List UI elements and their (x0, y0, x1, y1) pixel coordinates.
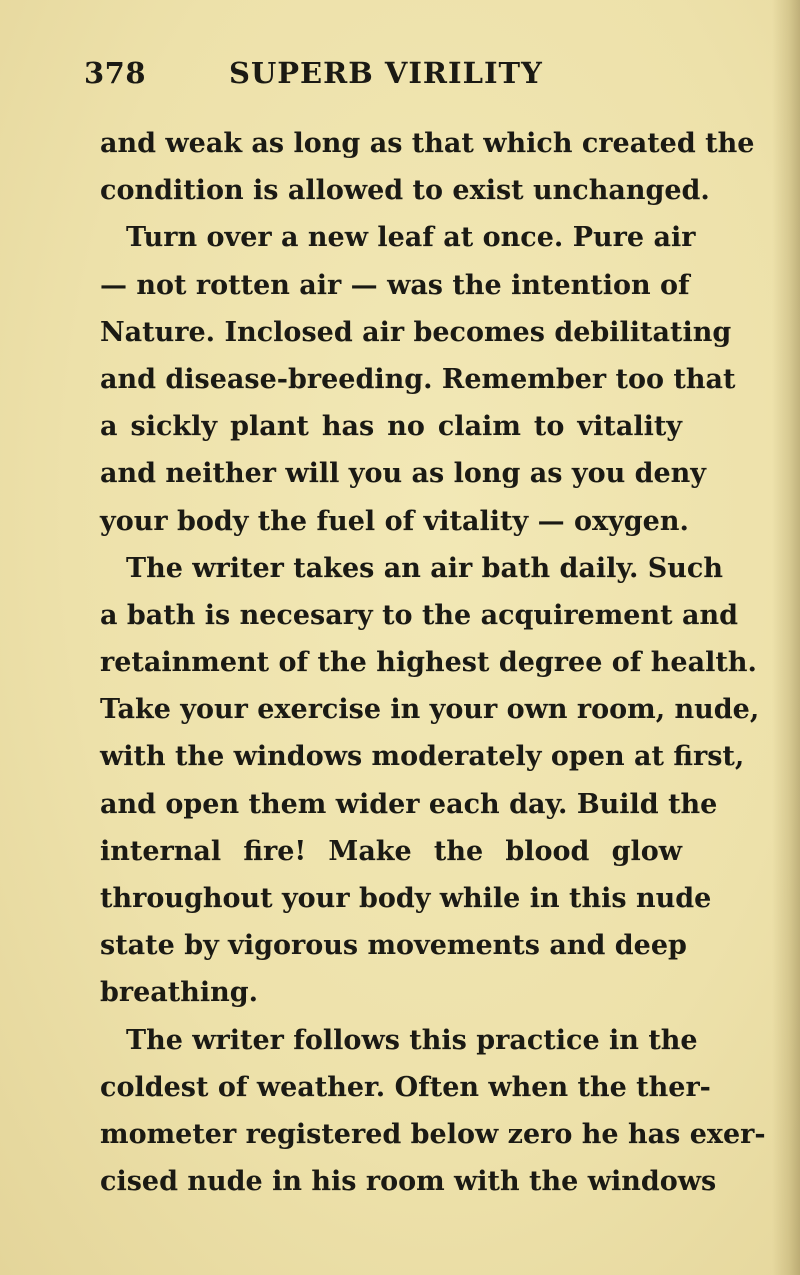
text-line: The writer takes an air bath daily. Such (126, 552, 724, 584)
text-line: — not rotten air — was the intention of (100, 269, 690, 301)
text-line: a sickly plant has no claim to vitality (100, 411, 682, 443)
body-text (100, 120, 766, 1205)
text-line: internal fire! Make the blood glow (100, 835, 682, 867)
text-line: a bath is necesary to the acquirement and (100, 599, 738, 631)
text-line: The writer follows this practice in the (126, 1024, 698, 1056)
page-edge-shadow (772, 0, 800, 1275)
text-line: and neither will you as long as you deny (100, 458, 706, 490)
text-line: Turn over a new leaf at once. Pure air (126, 222, 696, 254)
text-line: your body the fuel of vitality — oxygen. (100, 505, 689, 537)
text-line: and open them wider each day. Build the (100, 788, 718, 820)
text-line: retainment of the highest degree of health. (100, 647, 757, 679)
text-line: throughout your body while in this nude (100, 883, 712, 914)
text-line: mometer registered below zero he has exer- (100, 1118, 766, 1150)
text-line: and weak as long as that which created the (100, 128, 755, 159)
text-line: state by vigorous movements and deep (100, 930, 687, 962)
text-line: coldest of weather. Often when the ther- (100, 1071, 711, 1103)
text-line: Nature. Inclosed air becomes debilitating (100, 316, 732, 348)
text-line: Take your exercise in your own room, nude, (100, 694, 760, 726)
page-number: 378 (84, 56, 147, 90)
text-line: cised nude in his room with the windows (100, 1166, 717, 1198)
text-line: breathing. (100, 977, 259, 1009)
text-line: and disease-breeding. Remember too that (100, 363, 736, 395)
page-header (84, 56, 724, 100)
running-head: SUPERB VIRILITY (229, 56, 543, 90)
text-line: condition is allowed to exist unchanged. (100, 175, 710, 207)
text-line: with the windows moderately open at first, (100, 741, 745, 773)
